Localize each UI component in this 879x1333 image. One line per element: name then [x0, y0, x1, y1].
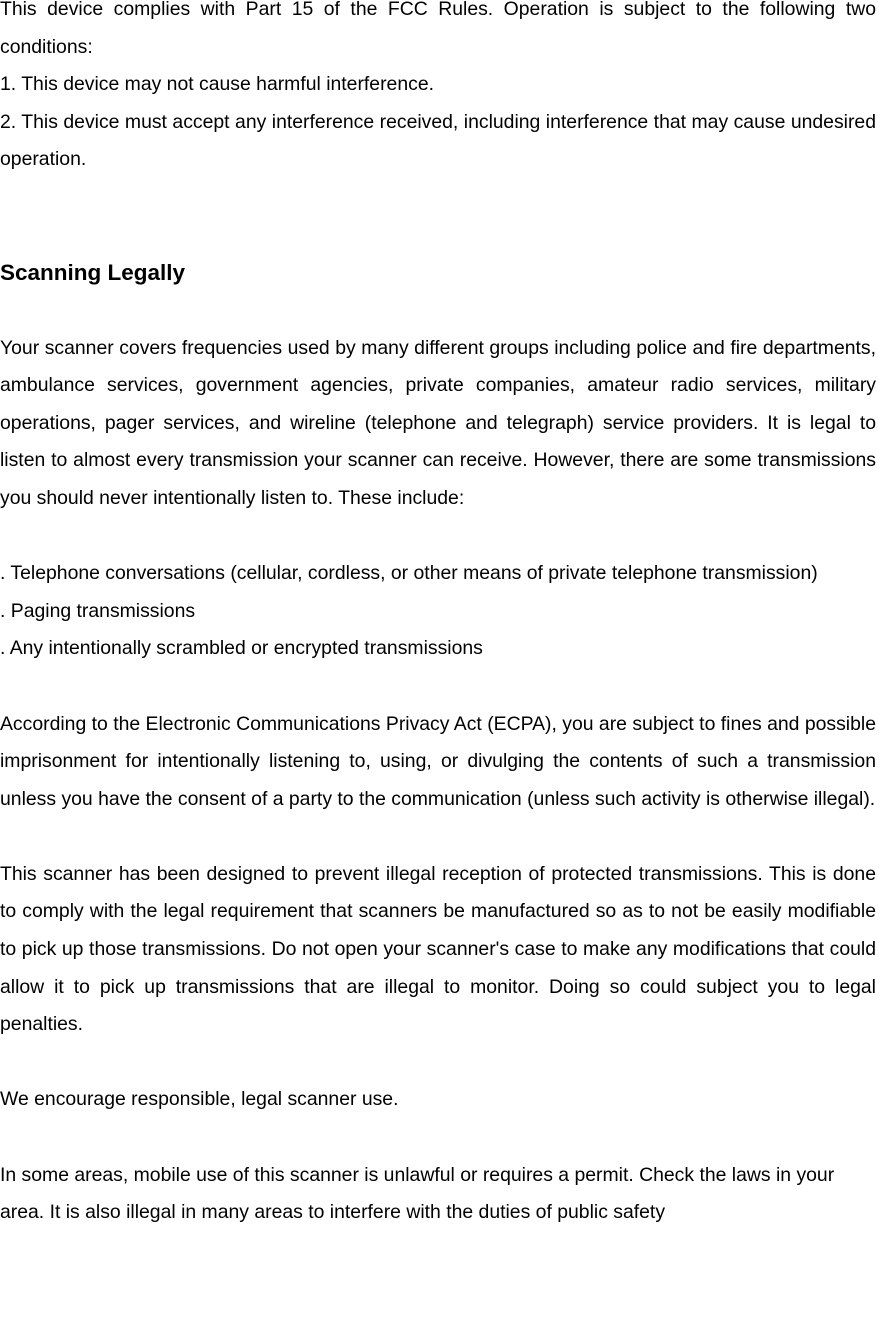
- fcc-intro: This device complies with Part 15 of the FCC Rules. Operation is subject to the following two conditions:: [0, 0, 876, 58]
- bullet-item-telephone: . Telephone conversations (cellular, cordless, or other means of private telephone transmission): [0, 562, 818, 585]
- spacer: [0, 1119, 876, 1157]
- section-heading-scanning-legally: Scanning Legally: [0, 259, 186, 285]
- spacer: [0, 668, 876, 706]
- fcc-condition-1: 1. This device may not cause harmful interference.: [0, 73, 434, 96]
- spacer: [0, 518, 876, 556]
- spacer: [0, 1044, 876, 1082]
- bullet-item-paging: . Paging transmissions: [0, 599, 196, 622]
- scanning-paragraph-mobile-use: In some areas, mobile use of this scanner is unlawful or requires a permit. Check the laws in your area. It is also illegal in many areas to interfere with the duties of public safety: [0, 1163, 835, 1224]
- scanning-paragraph-encourage: We encourage responsible, legal scanner use.: [0, 1088, 399, 1111]
- spacer: [0, 292, 876, 330]
- spacer: [0, 818, 876, 856]
- fcc-condition-2: 2. This device must accept any interference received, including interference that may cause undesired operation.: [0, 110, 876, 171]
- bullet-item-encrypted: . Any intentionally scrambled or encrypted transmissions: [0, 637, 483, 660]
- scanning-paragraph-1: Your scanner covers frequencies used by many different groups including police and fire departments, ambulance services, government agencies, private companies, amateur radio services, military operations, pager services, and wireline (telephone and telegraph) service providers. It is legal to listen to almost every transmission your scanner can receive. However, there are some transmissions you should never intentionally listen to. These include:: [0, 336, 876, 509]
- scanning-paragraph-design: This scanner has been designed to prevent illegal reception of protected transmissions. This is done to comply with the legal requirement that scanners be manufactured so as to not be easily modifiable to pick up those transmissions. Do not open your scanner's case to make any modifications that could allow it to pick up transmissions that are illegal to monitor. Doing so could subject you to legal penalties.: [0, 862, 876, 1036]
- spacer: [0, 179, 876, 254]
- scanning-paragraph-ecpa: According to the Electronic Communications Privacy Act (ECPA), you are subject to fines and possible imprisonment for intentionally listening to, using, or divulging the contents of such a transmission unless you have the consent of a party to the communication (unless such activity is otherwise illegal).: [0, 712, 876, 810]
